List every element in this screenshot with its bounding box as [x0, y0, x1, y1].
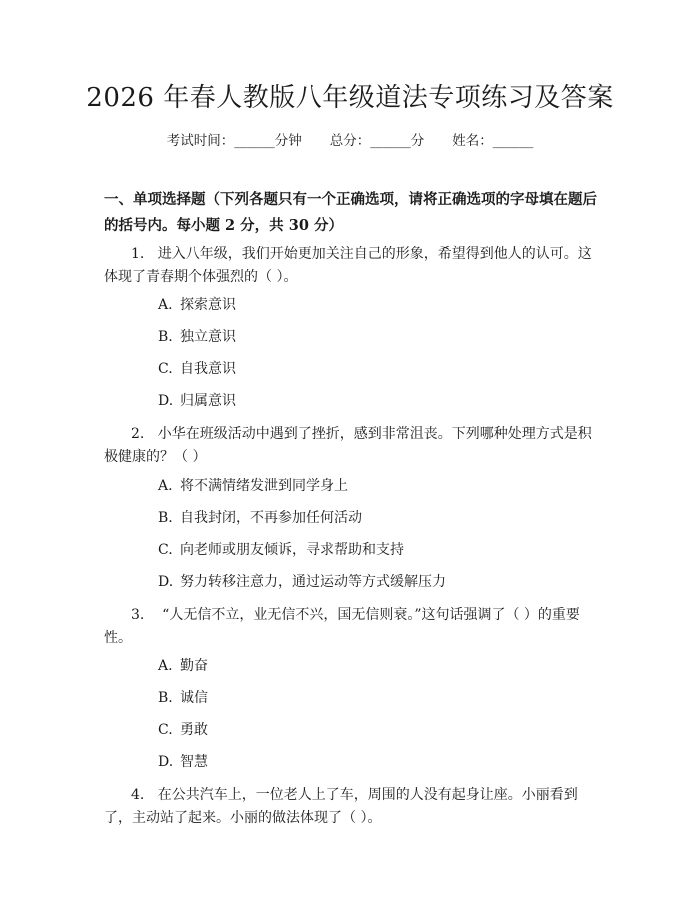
- section-heading: 一、单项选择题（下列各题只有一个正确选项，请将正确选项的字母填在题后的括号内。每小题 2 分，共 30 分）: [104, 191, 597, 234]
- question-number: 4.: [131, 787, 145, 803]
- option-text: 勇敢: [180, 722, 208, 738]
- option-text: 向老师或朋友倾诉，寻求帮助和支持: [180, 542, 404, 558]
- option-letter: B.: [158, 510, 173, 526]
- option-text: 努力转移注意力，通过运动等方式缓解压力: [180, 574, 446, 590]
- option-3d: [158, 752, 208, 772]
- option-letter: B.: [158, 329, 173, 345]
- option-text: 探索意识: [180, 297, 236, 313]
- total-score-field: 总分：______分: [329, 133, 425, 149]
- option-1b: [158, 327, 236, 347]
- option-1d: [158, 391, 236, 411]
- option-text: 独立意识: [180, 329, 236, 345]
- option-3b: [158, 688, 208, 708]
- option-text: 将不满情绪发泄到同学身上: [180, 478, 348, 494]
- question-1: [104, 243, 600, 289]
- option-text: 归属意识: [180, 393, 236, 409]
- question-2: [104, 423, 600, 469]
- student-name-field: 姓名：______: [452, 133, 534, 149]
- option-letter: A.: [158, 478, 173, 494]
- option-letter: D.: [158, 754, 174, 770]
- option-letter: A.: [158, 297, 173, 313]
- exam-meta: [0, 131, 700, 151]
- option-3a: [158, 656, 208, 676]
- option-letter: D.: [158, 393, 174, 409]
- option-letter: C.: [158, 361, 173, 377]
- page-title: 2026 年春人教版八年级道法专项练习及答案: [86, 83, 614, 113]
- question-text: 小华在班级活动中遇到了挫折，感到非常沮丧。下列哪种处理方式是积极健康的？（ ）: [104, 426, 592, 465]
- option-2a: [158, 476, 348, 496]
- option-letter: C.: [158, 722, 173, 738]
- option-letter: A.: [158, 658, 173, 674]
- option-text: 诚信: [180, 690, 208, 706]
- question-4: [104, 784, 600, 830]
- option-text: 自我意识: [180, 361, 236, 377]
- option-text: 自我封闭，不再参加任何活动: [180, 510, 362, 526]
- option-1c: [158, 359, 236, 379]
- option-2b: [158, 508, 362, 528]
- question-number: 3.: [131, 607, 145, 623]
- option-letter: D.: [158, 574, 174, 590]
- question-3: [104, 604, 600, 650]
- question-text: “人无信不立，业无信不兴，国无信则衰。”这句话强调了（ ）的重要性。: [104, 607, 580, 646]
- option-text: 勤奋: [180, 658, 208, 674]
- option-2c: [158, 540, 404, 560]
- option-letter: C.: [158, 542, 173, 558]
- option-text: 智慧: [180, 754, 208, 770]
- question-text: 进入八年级，我们开始更加关注自己的形象，希望得到他人的认可。这体现了青春期个体强烈的（ ）。: [104, 246, 592, 285]
- question-text: 在公共汽车上，一位老人上了车，周围的人没有起身让座。小丽看到了，主动站了起来。小丽的做法体现了（ ）。: [104, 787, 578, 826]
- question-number: 1.: [131, 246, 145, 262]
- option-2d: [158, 572, 446, 592]
- option-3c: [158, 720, 208, 740]
- option-1a: [158, 295, 236, 315]
- question-number: 2.: [131, 426, 145, 442]
- option-letter: B.: [158, 690, 173, 706]
- exam-time-field: 考试时间：______分钟: [166, 133, 302, 149]
